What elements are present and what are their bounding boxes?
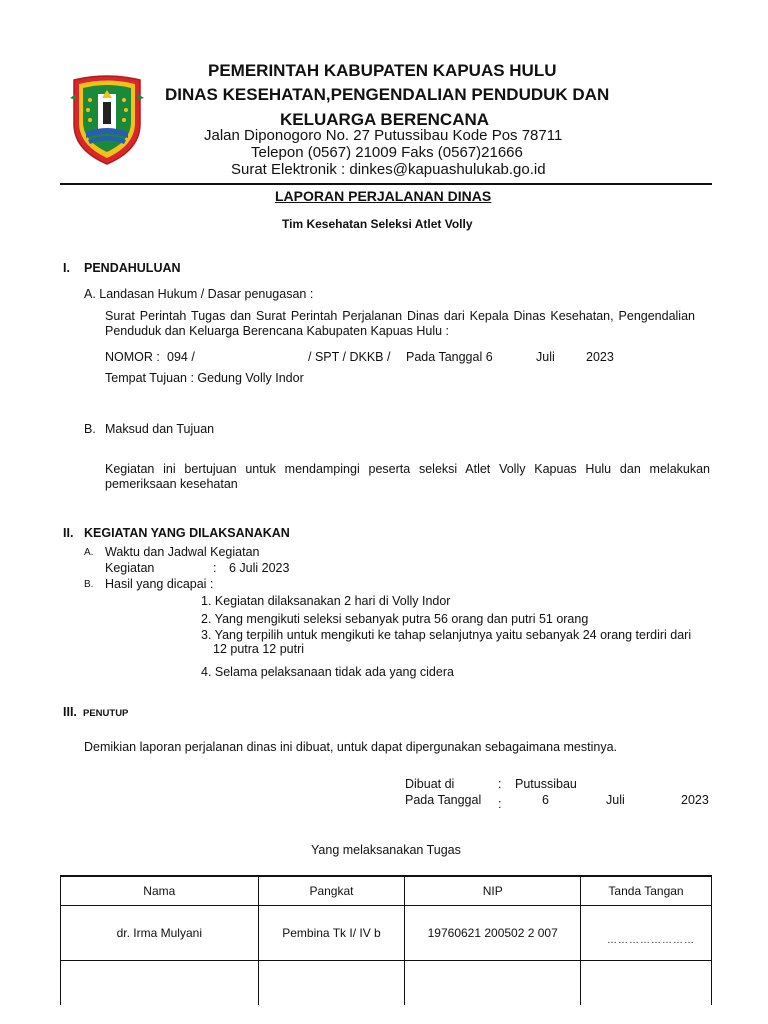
cell-rank — [258, 961, 405, 1006]
purpose-letter: B. — [84, 422, 96, 436]
legal-basis-label: A. Landasan Hukum / Dasar penugasan : — [84, 287, 314, 301]
agency-email: Surat Elektronik : dinkes@kapuashulukab.go.id — [231, 161, 546, 178]
destination: Tempat Tujuan : Gedung Volly Indor — [105, 371, 304, 385]
list-item: 2. Yang mengikuti seleksi sebanyak putra 56 orang dan putri 51 orang — [201, 612, 589, 626]
spt-code: / SPT / DKKB / — [308, 350, 391, 364]
cell-nip: 19760621 200502 2 007 — [405, 906, 581, 961]
results-letter: B. — [84, 579, 94, 590]
list-item-continuation: 12 putra 12 putri — [213, 642, 305, 656]
header-divider — [60, 183, 712, 185]
document-subtitle: Tim Kesehatan Seleksi Atlet Volly — [282, 217, 473, 231]
column-header-nip: NIP — [405, 876, 581, 906]
date-label: Pada Tanggal — [405, 793, 482, 807]
made-at-label: Dibuat di — [405, 777, 455, 791]
cell-rank: Pembina Tk I/ IV b — [258, 906, 405, 961]
section3-number: III. — [63, 705, 77, 719]
section2-number: II. — [63, 526, 74, 540]
section1-number: I. — [63, 261, 70, 275]
list-item: 4. Selama pelaksanaan tidak ada yang cidera — [201, 665, 454, 679]
executor-label: Yang melaksanakan Tugas — [311, 843, 461, 857]
made-at-value: Putussibau — [515, 777, 577, 791]
column-header-signature: Tanda Tangan — [581, 876, 712, 906]
nomor-date: Pada Tanggal 6 — [406, 350, 493, 364]
list-item: 3. Yang terpilih untuk mengikuti ke tahap selanjutnya yaitu sebanyak 24 orang terdiri dari — [201, 628, 692, 642]
results-label: Hasil yang dicapai : — [105, 577, 214, 591]
nomor-value: 094 / — [167, 350, 195, 364]
table-row — [61, 906, 712, 961]
kegiatan-colon: : — [213, 561, 217, 575]
date-colon: : — [498, 797, 502, 811]
agency-name-line1: DINAS KESEHATAN,PENGENDALIAN PENDUDUK DAN — [165, 85, 610, 104]
kegiatan-date: 6 Juli 2023 — [229, 561, 290, 575]
agency-address: Jalan Diponogoro No. 27 Putussibau Kode Pos 78711 — [204, 127, 563, 144]
agency-name-line2: KELUARGA BERENCANA — [280, 110, 490, 129]
table-header-row — [61, 876, 712, 906]
cell-name — [61, 961, 259, 1006]
date-year: 2023 — [681, 793, 709, 807]
made-at-colon: : — [498, 777, 502, 791]
schedule-letter: A. — [84, 547, 94, 558]
table-row — [61, 961, 712, 1006]
executor-table — [60, 875, 712, 1005]
date-month: Juli — [606, 793, 625, 807]
cell-signature — [581, 961, 712, 1006]
nomor-label: NOMOR : — [105, 350, 160, 364]
gov-name: PEMERINTAH KABUPATEN KAPUAS HULU — [208, 61, 557, 80]
kegiatan-label: Kegiatan — [105, 561, 155, 575]
list-item: 1. Kegiatan dilaksanakan 2 hari di Volly Indor — [201, 594, 451, 608]
purpose-label: Maksud dan Tujuan — [105, 422, 215, 436]
column-header-rank: Pangkat — [258, 876, 405, 906]
cell-signature — [581, 906, 712, 961]
agency-phone: Telepon (0567) 21009 Faks (0567)21666 — [251, 144, 523, 161]
schedule-label: Waktu dan Jadwal Kegiatan — [105, 545, 260, 559]
cell-nip — [405, 961, 581, 1006]
cell-name: dr. Irma Mulyani — [61, 906, 259, 961]
purpose-text: Kegiatan ini bertujuan untuk mendampingi peserta seleksi Atlet Volly Kapuas Hulu dan melakukan pemeriksaan kesehatan — [105, 462, 710, 491]
date-day: 6 — [542, 793, 549, 807]
closing-text: Demikian laporan perjalanan dinas ini dibuat, untuk dapat dipergunakan sebagaimana mestinya. — [84, 740, 617, 754]
section1-heading: PENDAHULUAN — [84, 261, 181, 275]
section3-heading: PENUTUP — [83, 708, 129, 719]
document-title: LAPORAN PERJALANAN DINAS — [275, 188, 492, 204]
nomor-year: 2023 — [586, 350, 614, 364]
kapuas-hulu-regency-emblem — [66, 74, 148, 166]
legal-basis-text: Surat Perintah Tugas dan Surat Perintah Perjalanan Dinas dari Kepala Dinas Kesehatan, Pengendalian Penduduk dan Keluarga Berencana Kabupaten Kapuas Hulu : — [105, 309, 695, 338]
nomor-month: Juli — [536, 350, 555, 364]
section2-heading: KEGIATAN YANG DILAKSANAKAN — [84, 526, 290, 540]
signature-line: …………………… — [607, 934, 695, 946]
column-header-name: Nama — [61, 876, 259, 906]
